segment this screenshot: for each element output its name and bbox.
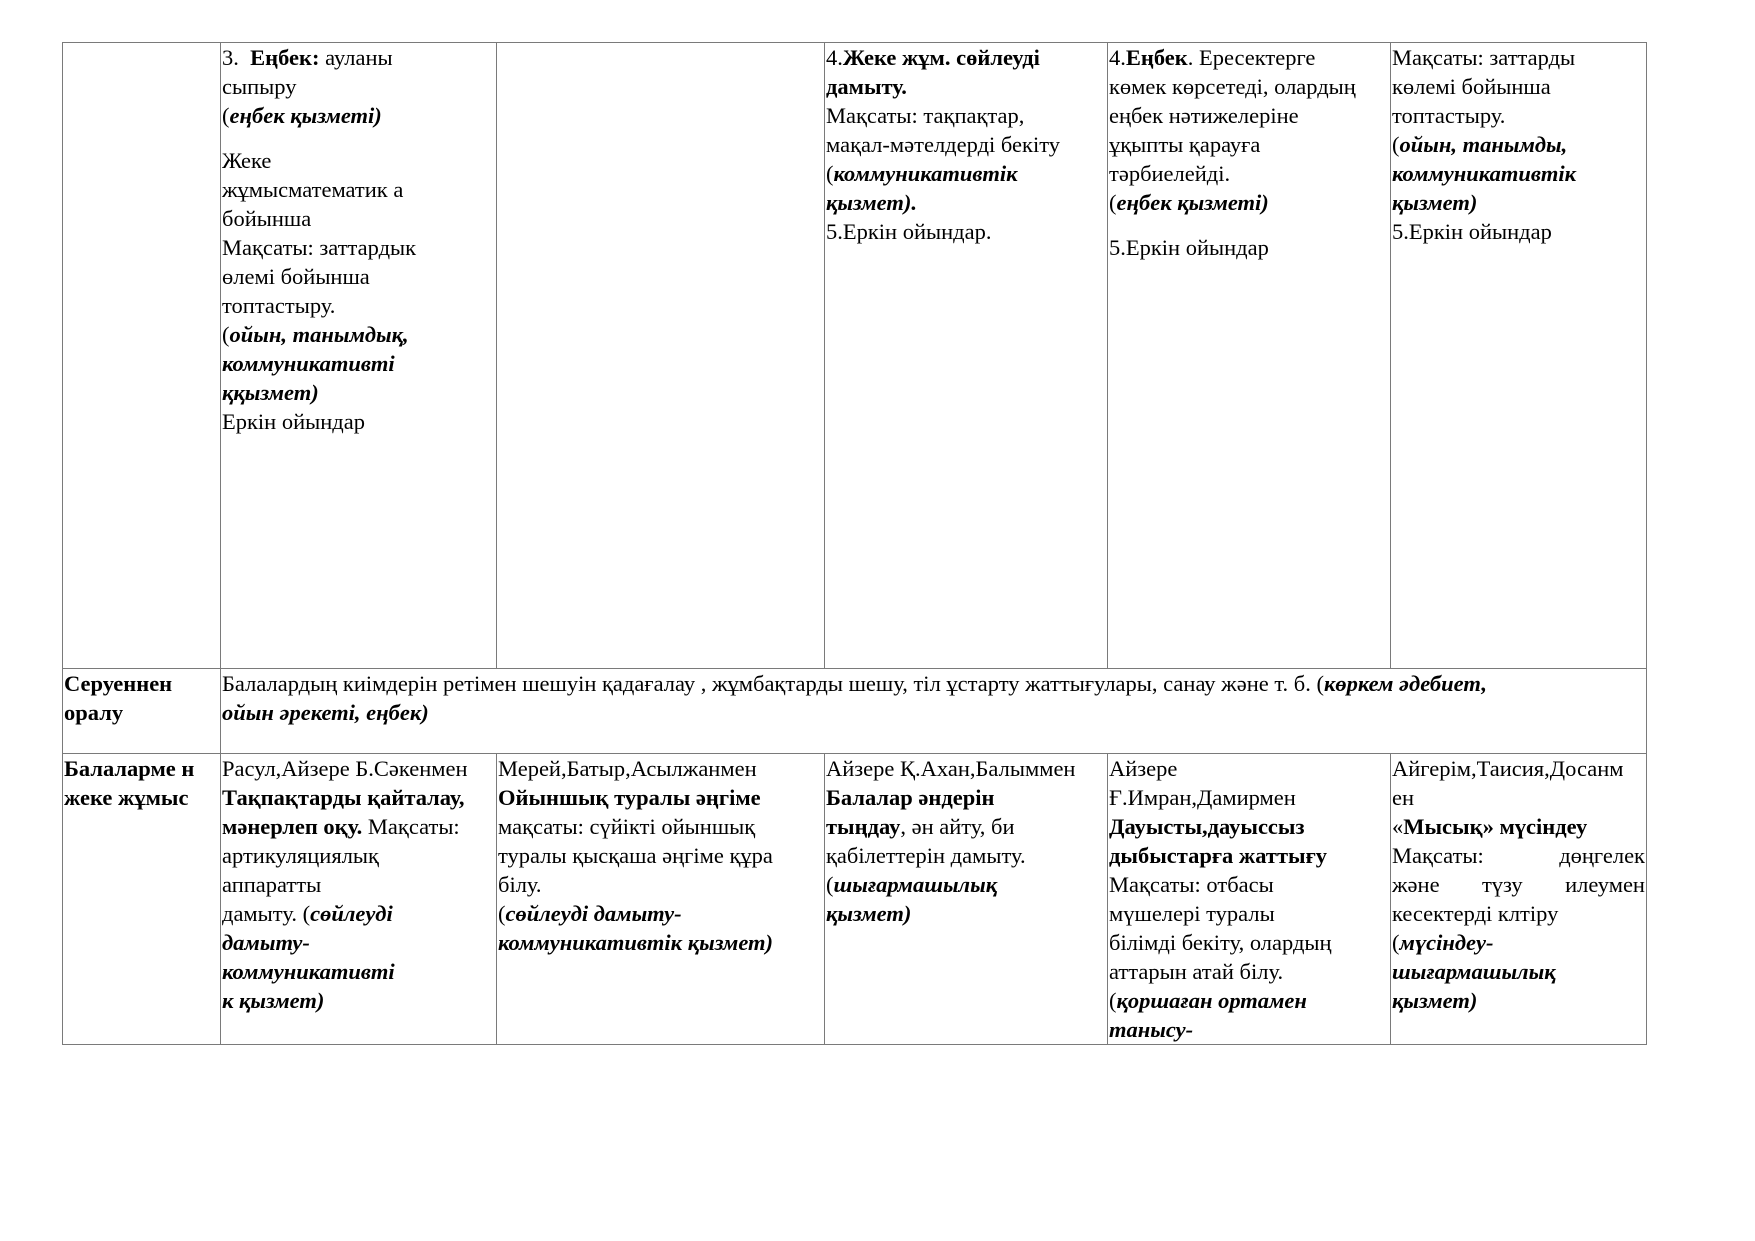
- row-label-cell: Балаларме н жеке жұмыс: [63, 754, 221, 1045]
- work-cell-col6: Мақсаты: заттарды көлемі бойынша топтастыру. (ойын, танымды, коммуникативтік қызмет) 5.Еркін ойындар: [1391, 43, 1647, 669]
- individual-cell-col4: Айзере Қ.Ахан,Балыммен Балалар әндерін тыңдау, ән айту, би қабілеттерін дамыту. (шығармашылық қызмет): [825, 754, 1108, 1045]
- table-row: [63, 669, 1647, 754]
- return-activity-cell: Балалардың киімдерін ретімен шешуін қадағалау , жұмбақтарды шешу, тіл ұстарту жаттығулары, санау және т. б. (көркем әдебиет, ойын әрекеті, еңбек): [221, 669, 1647, 754]
- individual-cell-col6: Айгерім,Таисия,Досанм ен «Мысық» мүсіндеу Мақсаты: дөңгелек және түзу илеумен кесектерді клтіру (мүсіндеу- шығармашылық қызмет): [1391, 754, 1647, 1045]
- individual-cell-col2: Расул,Айзере Б.Сәкенмен Тақпақтарды қайталау, мәнерлеп оқу. Мақсаты: артикуляциялық аппаратты дамыту. (сөйлеуді дамыту- коммуникативті к қызмет): [221, 754, 497, 1045]
- work-cell-col4: 4.Жеке жұм. сөйлеуді дамыту. Мақсаты: тақпақтар, мақал-мәтелдерді бекіту (коммуникативтік қызмет). 5.Еркін ойындар.: [825, 43, 1108, 669]
- individual-cell-col5: Айзере Ғ.Имран,Дамирмен Дауысты,дауыссыз дыбыстарға жаттығу Мақсаты: отбасы мүшелері туралы білімді бекіту, олардың аттарын атай білу. (қоршаған ортамен танысу-: [1108, 754, 1391, 1045]
- row-label-cell: Серуеннен оралу: [63, 669, 221, 754]
- work-cell-col2: 3. Еңбек: ауланы сыпыру (еңбек қызметі) Жеке жұмысматематик а бойынша Мақсаты: заттардык өлемі бойынша топтастыру. (ойын, танымдық, коммуникативті ққызмет) Еркін ойындар: [221, 43, 497, 669]
- table-row: [63, 43, 1647, 669]
- individual-cell-col3: Мерей,Батыр,Асылжанмен Ойыншық туралы әңгіме мақсаты: сүйікті ойыншық туралы қысқаша әңгіме құра білу. (сөйлеуді дамыту- коммуникативтік қызмет): [497, 754, 825, 1045]
- daily-plan-table: [62, 42, 1647, 1045]
- row-label-cell: [63, 43, 221, 669]
- work-cell-col5: 4.Еңбек. Ересектерге көмек көрсетеді, олардың еңбек нәтижелеріне ұқыпты қарауға тәрбиелейді. (еңбек қызметі) 5.Еркін ойындар: [1108, 43, 1391, 669]
- work-cell-col3: [497, 43, 825, 669]
- table-row: [63, 754, 1647, 1045]
